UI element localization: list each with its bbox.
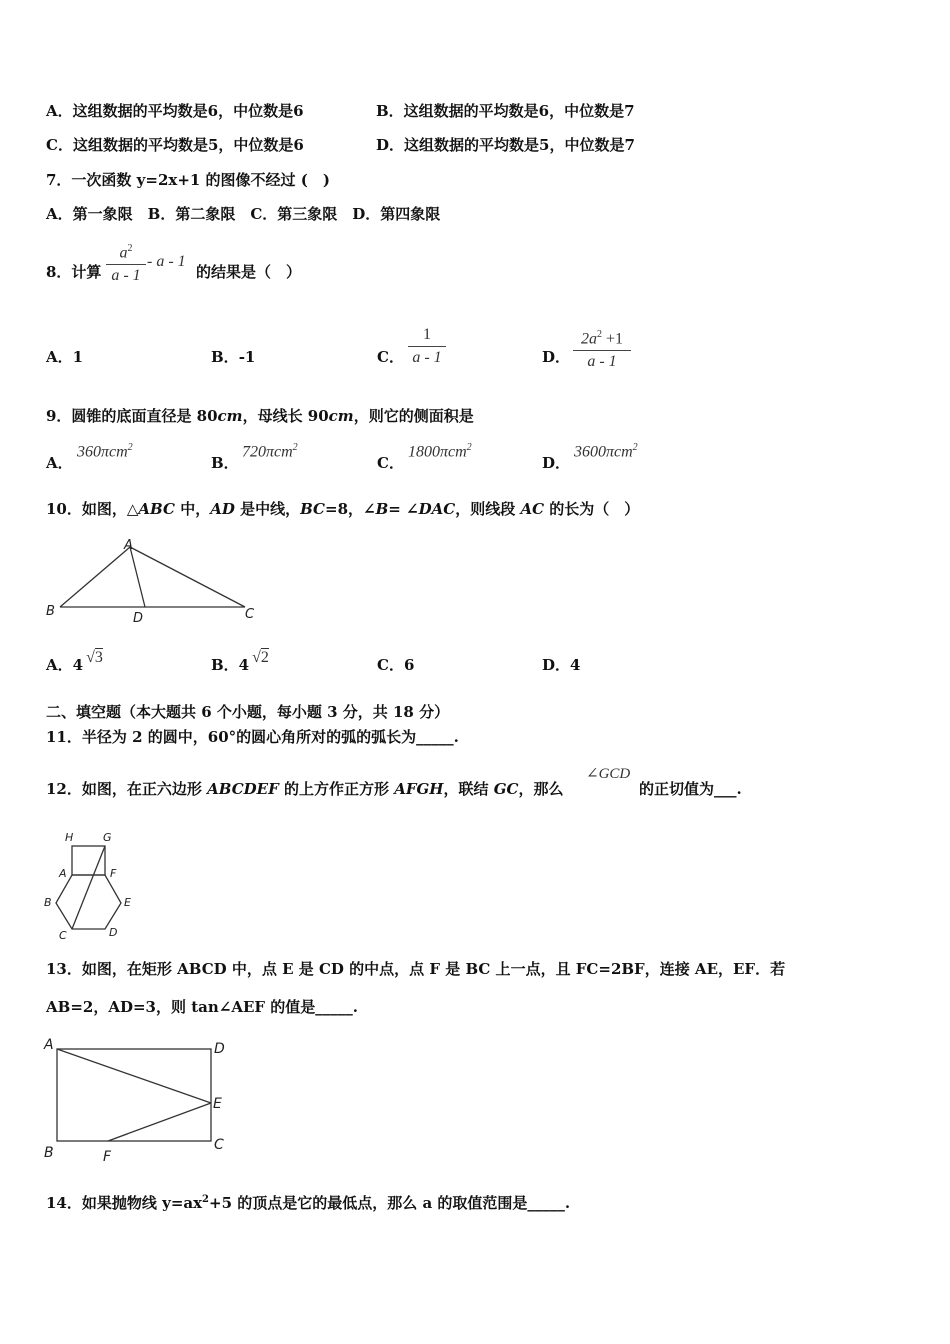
q8-frac-num-sup: 2 xyxy=(127,243,133,254)
q6-option-d: D．这组数据的平均数是5，中位数是7 xyxy=(376,136,635,154)
q12-hexagon-figure xyxy=(40,826,140,946)
q9-option-a xyxy=(77,442,133,461)
q9-option-d-value: 3600πcm xyxy=(574,443,633,461)
q10-triangle-figure xyxy=(40,535,270,630)
q10-option-d: D．4 xyxy=(542,656,581,674)
q8-option-c-den: a - 1 xyxy=(412,349,442,366)
q9-option-c-label: C． xyxy=(377,454,404,472)
q8-frac-num: a xyxy=(119,244,128,262)
q12-label-g: G xyxy=(103,831,112,844)
q10-bc: BC xyxy=(300,500,325,518)
q12-afgh: AFGH xyxy=(394,780,444,798)
q13-label-b: B xyxy=(44,1145,54,1161)
q10-label-d: D xyxy=(133,611,144,626)
q12-label-c: C xyxy=(59,929,67,942)
q9-option-b-label: B． xyxy=(211,454,239,472)
q9-stem-c: ，则它的侧面积是 xyxy=(353,407,474,425)
q12-square-afgh xyxy=(72,846,105,875)
q12-stem xyxy=(46,779,563,799)
q12-label-e: E xyxy=(124,896,131,909)
q10-option-b-radicand: 2 xyxy=(260,649,269,666)
q8-prefix: 8．计算 xyxy=(46,263,102,281)
q9-unit2: cm xyxy=(328,407,354,425)
q10-option-b: B．4 √2 xyxy=(211,649,269,674)
q12-line-gc xyxy=(72,846,105,929)
q12-label-f: F xyxy=(110,867,117,880)
q10-side-ab xyxy=(60,547,130,607)
q9-option-b xyxy=(242,442,298,461)
q9-stem-b: ，母线长 90 xyxy=(242,407,329,425)
q8-option-d-label: D． xyxy=(542,348,571,366)
q8-option-b-label: B． xyxy=(211,348,239,366)
q8-option-d-den: a - 1 xyxy=(587,353,617,371)
q13-line1: 13．如图，在矩形 ABCD 中，点 E 是 CD 的中点，点 F 是 BC 上一点，且 FC=2BF，连接 AE，EF．若 xyxy=(46,960,786,978)
q13-line2: AB=2，AD=3，则 tan∠AEF 的值是_____. xyxy=(46,998,358,1016)
q12-label-a: A xyxy=(59,867,67,880)
q14-stem-a: 14．如果抛物线 y=ax xyxy=(46,1194,203,1212)
q6-option-a: A．这组数据的平均数是6，中位数是6 xyxy=(46,102,304,120)
q12-stem-d: ，那么 xyxy=(518,780,564,798)
q12-stem-b: 的上方作正方形 xyxy=(278,780,395,798)
q9-option-a-label: A． xyxy=(46,454,73,472)
q10-option-a: A．4 √3 xyxy=(46,649,103,674)
q10-side-ac xyxy=(130,547,245,607)
q12-hexagon-abcdef xyxy=(56,875,121,929)
q10-dac: DAC xyxy=(418,500,456,518)
q9-option-d-sup: 2 xyxy=(632,442,638,453)
q8-frac-den: a - 1 xyxy=(111,267,141,285)
q13-label-a: A xyxy=(44,1037,54,1053)
q9-stem-a: 9．圆锥的底面直径是 80 xyxy=(46,407,218,425)
q10-abc: ABC xyxy=(138,500,175,518)
q8-option-a-label: A． xyxy=(46,348,73,366)
q7-options: A．第一象限 B．第二象限 C．第三象限 D．第四象限 xyxy=(46,205,441,223)
q6-option-b: B．这组数据的平均数是6，中位数是7 xyxy=(376,102,635,120)
q14-stem xyxy=(46,1190,570,1213)
q10-stem-b: 中， xyxy=(174,500,211,518)
q10-option-b-label: B．4 xyxy=(211,656,250,674)
q9-unit1: cm xyxy=(217,407,243,425)
q8-option-d-fraction xyxy=(573,325,631,372)
q13-label-d: D xyxy=(214,1041,225,1057)
q9-option-b-value: 720πcm xyxy=(242,443,293,461)
q8-fraction xyxy=(106,239,146,286)
q10-option-c: C．6 xyxy=(377,656,415,674)
q10-label-b: B xyxy=(46,604,55,619)
q7-stem: 7．一次函数 y=2x+1 的图像不经过 ( ) xyxy=(46,171,330,189)
q8-option-d-num-a: 2a xyxy=(580,330,597,348)
q9-option-d xyxy=(574,442,638,461)
q10-stem-d: =8，∠ xyxy=(325,500,376,518)
q12-stem-c: ，联结 xyxy=(443,780,494,798)
q9-option-c-value: 1800πcm xyxy=(408,443,467,461)
q10-option-a-radicand: 3 xyxy=(94,649,103,666)
q8-option-b-value: -1 xyxy=(238,348,256,366)
q8-option-d-num-sup: 2 xyxy=(596,329,602,340)
q9-option-a-sup: 2 xyxy=(127,442,133,453)
q10-label-a: A xyxy=(124,538,133,553)
q8-option-c-fraction xyxy=(408,325,446,368)
q10-stem-a: 10．如图，△ xyxy=(46,500,139,518)
q8-option-c-num: 1 xyxy=(423,326,431,343)
q12-stem-e: 的正切值为___. xyxy=(639,780,742,798)
q12-abcdef: ABCDEF xyxy=(207,780,279,798)
q9-option-c xyxy=(408,442,472,461)
q13-label-e: E xyxy=(213,1096,222,1112)
section2-title: 二、填空题（本大题共 6 个小题，每小题 3 分，共 18 分） xyxy=(46,703,450,721)
q14-sup: 2 xyxy=(202,1194,210,1205)
q9-option-c-sup: 2 xyxy=(466,442,472,453)
q8-option-a-value: 1 xyxy=(72,348,84,366)
q8-option-c-label: C． xyxy=(377,348,404,366)
q11-stem: 11．半径为 2 的圆中，60°的圆心角所对的弧的弧长为_____. xyxy=(46,728,459,746)
q10-median-ad xyxy=(130,547,145,607)
q8-option-b xyxy=(211,347,255,367)
q13-line-ef xyxy=(108,1103,211,1141)
q12-stem-a: 12．如图，在正六边形 xyxy=(46,780,208,798)
q10-stem xyxy=(46,499,639,519)
q10-stem-f: ，则线段 xyxy=(455,500,521,518)
q8-option-a xyxy=(46,347,83,367)
q10-label-c: C xyxy=(245,607,255,622)
q9-option-d-label: D． xyxy=(542,454,571,472)
q12-angle: ∠GCD xyxy=(586,766,631,782)
q10-ac: AC xyxy=(520,500,545,518)
q9-stem xyxy=(46,406,474,426)
q10-stem-g: 的长为（ ） xyxy=(544,500,640,518)
q9-option-a-value: 360πcm xyxy=(77,443,128,461)
q6-option-c: C．这组数据的平均数是5，中位数是6 xyxy=(46,136,304,154)
q12-label-d: D xyxy=(109,926,118,939)
q10-option-a-label: A．4 xyxy=(46,656,84,674)
q10-b: B xyxy=(375,500,389,518)
q8-option-d-num-b: +1 xyxy=(601,330,624,348)
q13-label-f: F xyxy=(103,1149,112,1165)
q14-stem-b: +5 的顶点是它的最低点，那么 a 的取值范围是_____. xyxy=(209,1194,571,1212)
q12-label-b: B xyxy=(44,896,52,909)
q8-minus-term: - a - 1 xyxy=(147,253,186,270)
q10-stem-e: = ∠ xyxy=(388,500,419,518)
q12-label-h: H xyxy=(65,831,74,844)
q13-rectangle-figure xyxy=(40,1035,240,1170)
q13-label-c: C xyxy=(214,1137,224,1153)
q8-suffix: 的结果是（ ） xyxy=(196,263,302,281)
q10-ad: AD xyxy=(210,500,235,518)
q9-option-b-sup: 2 xyxy=(292,442,298,453)
q13-line-ae xyxy=(57,1049,211,1103)
q10-stem-c: 是中线， xyxy=(234,500,301,518)
q12-gc: GC xyxy=(493,780,519,798)
